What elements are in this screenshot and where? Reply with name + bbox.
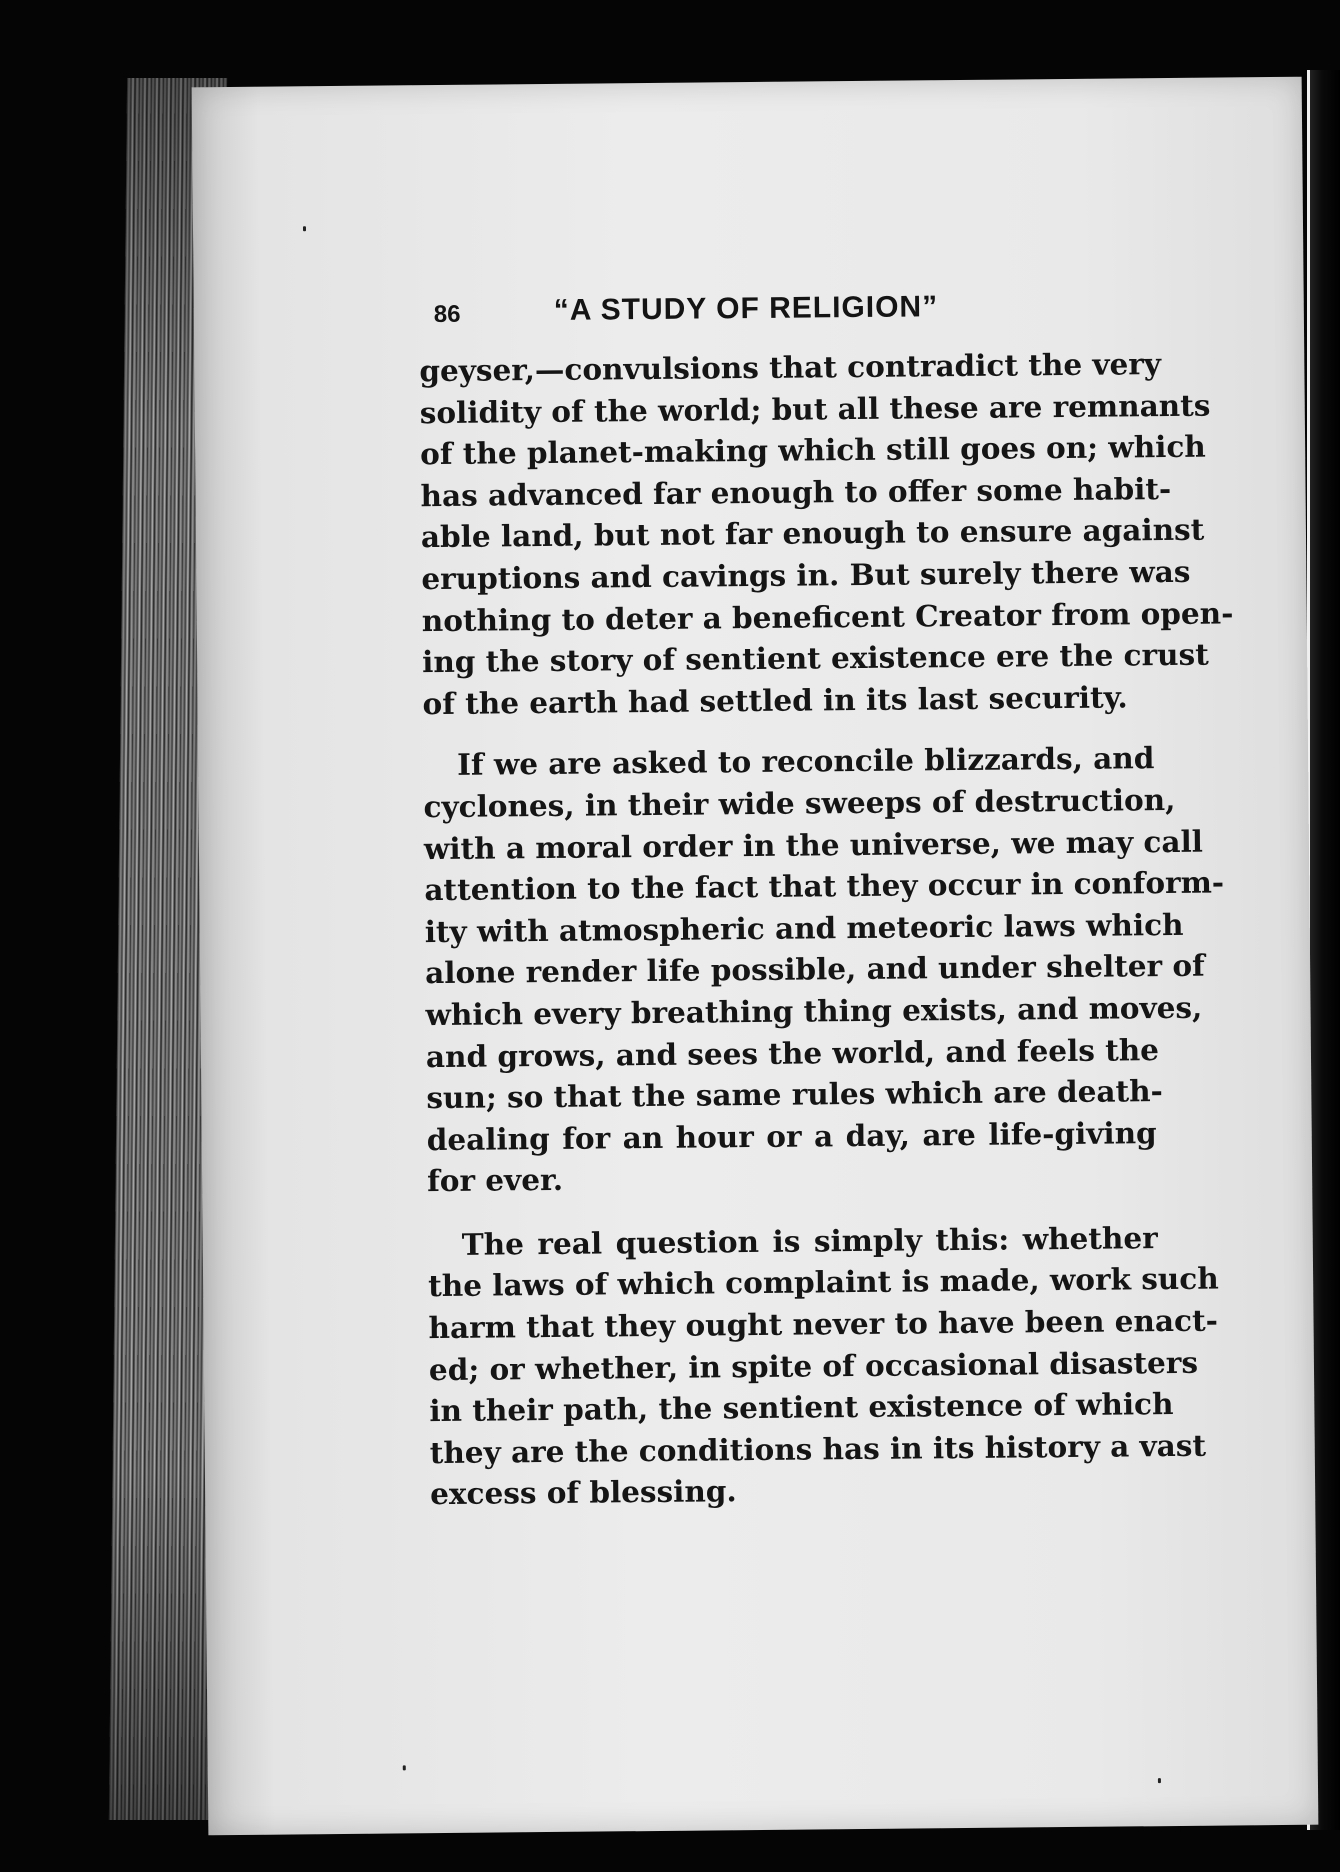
page-body	[419, 343, 1234, 1537]
ink-speck	[303, 226, 306, 231]
text-line: with a moral order in the universe, we may call	[423, 823, 1204, 866]
text-line: in their path, the sentient existence of which	[429, 1386, 1174, 1429]
text-line: of the earth had settled in its last security.	[422, 679, 1128, 721]
text-line: cyclones, in their wide sweeps of destruction,	[423, 781, 1176, 825]
text-line: If we are asked to reconcile blizzards, and	[456, 740, 1155, 783]
text-line: solidity of the world; but all these are remnants	[419, 387, 1211, 430]
text-line: ity with atmospheric and meteoric laws which	[424, 906, 1184, 949]
text-line: for ever.	[426, 1162, 564, 1199]
page-header	[433, 288, 1134, 329]
text-line: ing the story of sentient existence ere the crust	[421, 636, 1209, 680]
paragraph	[419, 343, 1234, 724]
text-line: of the planet-making which still goes on; which	[419, 428, 1206, 472]
text-line: excess of blessing.	[429, 1473, 737, 1512]
ink-speck	[403, 1765, 406, 1770]
text-line: harm that they ought never to have been enact-	[428, 1302, 1219, 1346]
text-line: nothing to deter a beneficent Creator from open-	[421, 594, 1234, 638]
paragraph	[423, 738, 1225, 1203]
text-line: attention to the fact that they occur in conform-	[424, 864, 1225, 908]
text-line: able land, but not far enough to ensure against	[420, 512, 1205, 555]
book-page	[192, 77, 1319, 1836]
text-line: the laws of which complaint is made, work such	[427, 1261, 1219, 1304]
running-title: “A STUDY OF RELIGION”	[553, 290, 939, 327]
text-line: they are the conditions has in its history a vast	[429, 1427, 1207, 1470]
text-line: sun; so that the same rules which are death-	[426, 1073, 1163, 1116]
paragraph	[427, 1217, 1219, 1515]
text-line: has advanced far enough to offer some habit-	[420, 470, 1172, 513]
text-line: alone render life possible, and under shelter of	[424, 947, 1205, 991]
text-line: ed; or whether, in spite of occasional disasters	[428, 1344, 1199, 1387]
text-line: and grows, and sees the world, and feels the	[425, 1031, 1160, 1074]
text-line: The real question is simply this: whether	[461, 1220, 1158, 1262]
text-line: dealing for an hour or a day, are life-giving	[426, 1114, 1157, 1157]
text-line: eruptions and cavings in. But surely there was	[421, 553, 1191, 597]
text-line: geyser,—convulsions that contradict the very	[419, 346, 1162, 389]
text-line: which every breathing thing exists, and moves,	[425, 989, 1203, 1033]
page-number: 86	[433, 300, 461, 329]
ink-speck	[1158, 1778, 1161, 1783]
